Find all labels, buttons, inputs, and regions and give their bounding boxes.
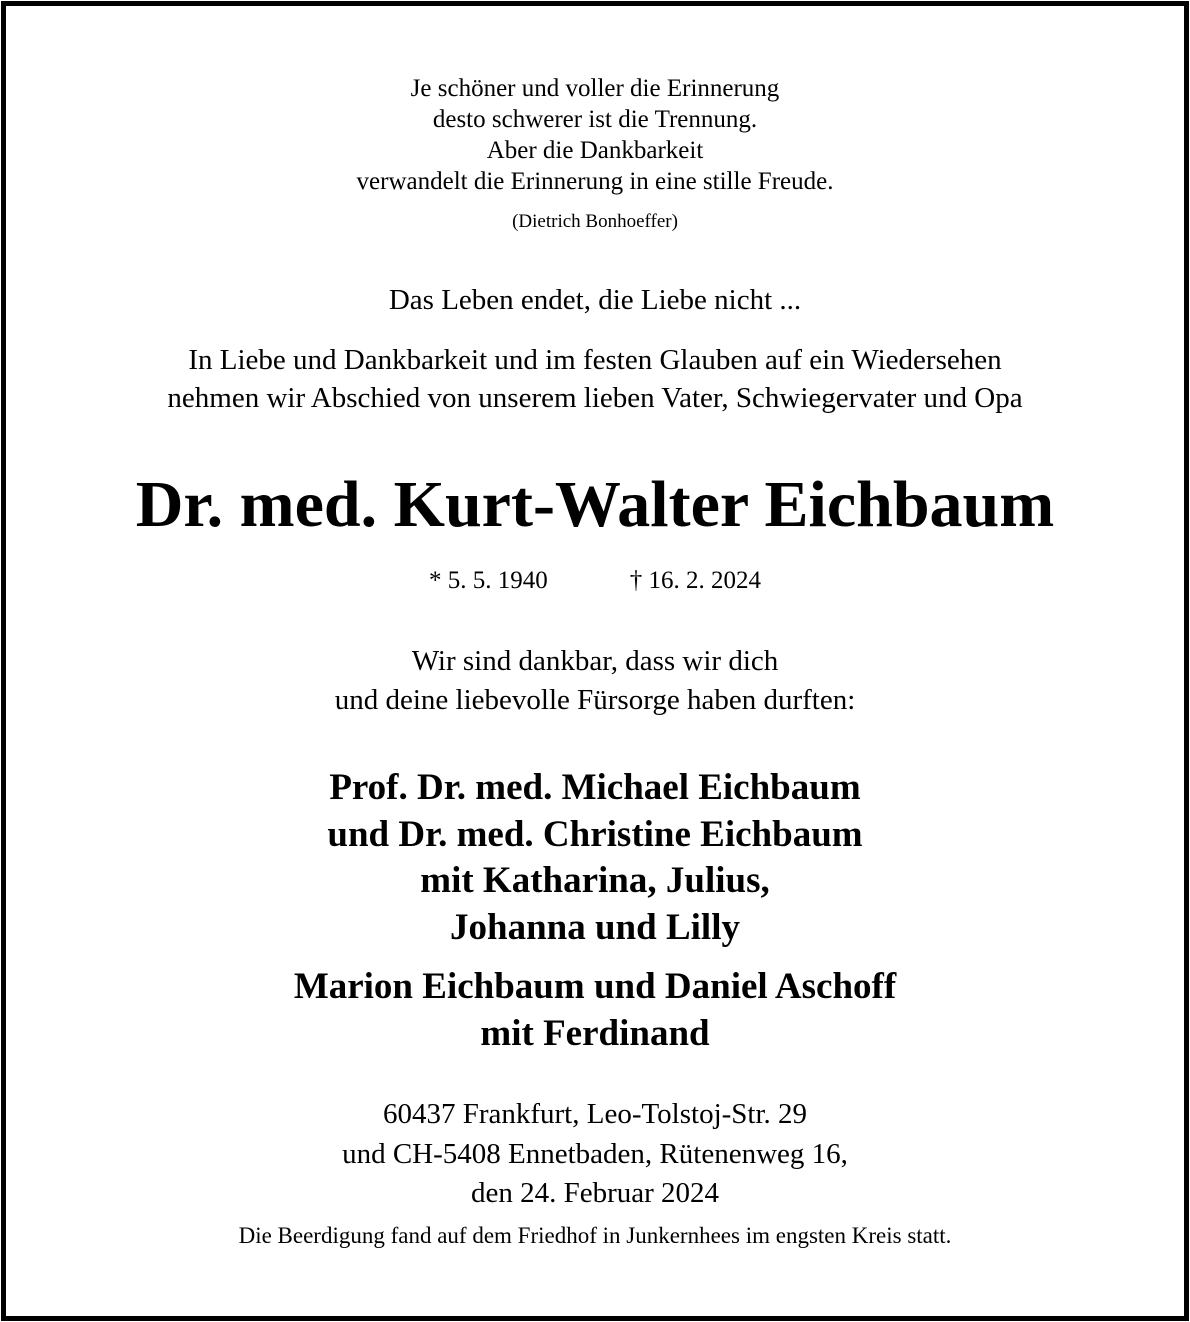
intro-line: nehmen wir Abschied von unserem lieben Vater, Schwiegervater und Opa: [167, 382, 1023, 414]
motto-line: desto schwerer ist die Trennung.: [432, 106, 758, 133]
address-date: den 24. Februar 2024: [470, 1177, 720, 1209]
birth-date: * 5. 5. 1940: [429, 567, 548, 594]
mourner-line: Prof. Dr. med. Michael Eichbaum: [329, 767, 861, 808]
funeral-note: Die Beerdigung fand auf dem Friedhof in Junkernhees im engsten Kreis statt.: [238, 1223, 952, 1248]
intro-line: In Liebe und Dankbarkeit und im festen Glauben auf ein Wiedersehen: [188, 344, 1002, 376]
life-dates: [0, 568, 1190, 593]
thanks-line: Wir sind dankbar, dass wir dich: [411, 645, 779, 677]
motto-line: verwandelt die Erinnerung in eine stille Freude.: [356, 168, 834, 195]
mourner-line: mit Katharina, Julius,: [420, 860, 770, 901]
motto-line: Aber die Dankbarkeit: [486, 137, 704, 164]
mourner-line: Johanna und Lilly: [450, 907, 740, 948]
motto-line: Je schöner und voller die Erinnerung: [410, 75, 780, 102]
address-line: 60437 Frankfurt, Leo-Tolstoj-Str. 29: [382, 1098, 808, 1130]
death-date: † 16. 2. 2024: [629, 567, 761, 594]
mourner-line: und Dr. med. Christine Eichbaum: [327, 814, 863, 855]
mourner-line: mit Ferdinand: [480, 1013, 710, 1054]
address-line: und CH-5408 Ennetbaden, Rütenenweg 16,: [342, 1138, 848, 1170]
thanks-line: und deine liebevolle Fürsorge haben durften:: [334, 684, 856, 716]
motto-author: (Dietrich Bonhoeffer): [512, 211, 678, 232]
lead-line: Das Leben endet, die Liebe nicht ...: [388, 284, 802, 316]
mourner-line: Marion Eichbaum und Daniel Aschoff: [293, 966, 897, 1007]
deceased-name: Dr. med. Kurt-Walter Eichbaum: [135, 468, 1055, 541]
